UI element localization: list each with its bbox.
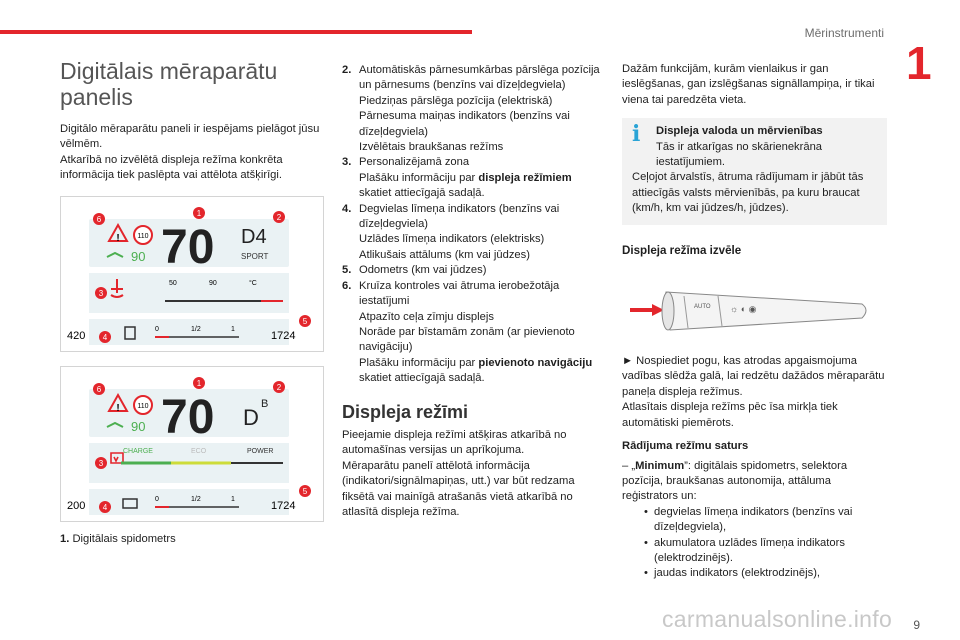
warning-exclamation-2: !: [116, 402, 120, 414]
item-line: Piedziņas pārslēga pozīcija (elektriskā): [359, 94, 553, 107]
page-title: Digitālais mēraparātu panelis: [60, 58, 278, 110]
svg-text:4: 4: [102, 502, 108, 512]
info-line-2: Ceļojot ārvalstīs, ātruma rādījumam ir jābūt tās attiecīgās valsts mērvienībās, pa kuru braucat (km/h, km vai jūdzes/h, jūdzes).: [632, 171, 864, 215]
item-line: Izvēlētais braukšanas režīms: [359, 141, 504, 154]
callout-3: [95, 287, 107, 299]
gear-indicator-sup-2: B: [261, 397, 269, 410]
item-line: Plašāku informāciju par pievienoto navigāciju skatiet attiecīgajā sadaļā.: [359, 356, 593, 385]
cruise-speed-text-2: 90: [131, 418, 146, 434]
section-header: Mērinstrumenti: [804, 26, 884, 40]
pointer-arrow-shaft: [630, 308, 652, 312]
list-item: • degvielas līmeņa indikators (benzīns vai dīzeļdegviela),: [644, 505, 887, 536]
callout-4: [99, 331, 111, 343]
svg-text:5: 5: [302, 316, 308, 326]
item-line: Norāde par bīstamām zonām (ar pievienoto navigāciju): [359, 325, 575, 354]
caption-number: 1.: [60, 532, 70, 545]
item-number: 3.: [342, 156, 352, 169]
intro-line-1: Digitālo mēraparātu paneli ir iespējams pielāgot jūsu vēlmēm.: [60, 123, 320, 151]
battery-tick-3: 1: [231, 495, 235, 503]
info-line-1: Tās ir atkarīgas no skārienekrāna iestatījumiem.: [656, 140, 823, 169]
odometer-readout: 1724: [271, 329, 296, 342]
limit-sign-text-2: 110: [137, 402, 149, 410]
callout-6: [93, 213, 105, 225]
info-box: [622, 118, 887, 224]
svg-text:2: 2: [276, 212, 282, 222]
item-number: 4.: [342, 202, 352, 215]
limit-sign-text: 110: [137, 232, 149, 240]
fuel-tick-1: 0: [155, 325, 159, 333]
callout-6-b: [93, 383, 105, 395]
col3-intro: Dažām funkcijām, kurām vienlaikus ir gan ieslēgšanas, gan izslēgšanas signāllampiņa, ir tikai viena tai paredzēta vieta.: [622, 63, 875, 106]
info-title: Displeja valoda un mērvienības: [656, 125, 823, 138]
battery-tick-1: 0: [155, 495, 159, 503]
temp-tick-1: 50: [169, 279, 177, 287]
bottom-display-area: [89, 319, 289, 345]
chapter-number: 1: [906, 37, 932, 89]
gear-indicator-2: D: [243, 404, 259, 430]
minimum-text: ”: digitālais spidometrs, selektora pozīcija, braukšanas autonomija, attāluma reģistrators un:: [622, 459, 848, 503]
info-icon: i: [632, 121, 641, 148]
caption: [60, 532, 322, 547]
callout-1-b: [193, 377, 205, 389]
list-item: • jaudas indikators (elektrodzinējs),: [644, 566, 887, 581]
item-number: 2.: [342, 64, 352, 76]
instrument-panel-fuel-graphic: [61, 197, 323, 351]
instrument-panel-electric: [60, 366, 324, 522]
item-line: Uzlādes līmeņa indikators (elektrisks): [359, 233, 545, 246]
item-line: Pārnesuma maiņas indikators (benzīns vai dīzeļdegviela): [359, 110, 570, 138]
item-line: Automātiskās pārnesumkārbas pārslēga pozīcija un pārnesums (benzīns vai dīzeļdegviela): [359, 64, 600, 92]
callout-2: [273, 211, 285, 223]
callout-4-b: [99, 501, 111, 513]
temp-tick-3: °C: [249, 279, 257, 287]
legend-list: [342, 63, 607, 387]
section-title-display-modes: Displeja režīmi: [342, 401, 469, 422]
power-label-power: POWER: [247, 447, 274, 455]
item-line: Odometrs (km vai jūdzes): [359, 264, 487, 277]
fuel-tick-3: 1: [231, 325, 235, 333]
item-number: 5.: [342, 264, 352, 277]
warning-exclamation: !: [116, 232, 120, 244]
caption-text: Digitālais spidometrs: [72, 532, 176, 545]
column-2: [342, 63, 607, 520]
svg-text:1: 1: [196, 378, 202, 388]
power-label-eco: ECO: [191, 447, 207, 455]
svg-text:4: 4: [102, 332, 108, 342]
list-item: [342, 279, 607, 387]
list-item: • akumulatora uzlādes līmeņa indikators (elektrodzinējs).: [644, 536, 887, 567]
list-item: [342, 155, 607, 201]
range-readout-2: 200: [67, 499, 86, 512]
instruction-2: Atlasītais displeja režīms pēc īsa mirkļa tiek automātiski piemērots.: [622, 401, 838, 429]
minimum-label: Minimum: [635, 459, 685, 472]
instrument-panel-fuel: [60, 196, 324, 352]
item-line: Personalizējamā zona: [359, 156, 470, 169]
item-line: Kruīza kontroles vai ātruma ierobežotāja iestatījumi: [359, 279, 560, 308]
svg-text:1: 1: [196, 208, 202, 218]
drive-mode: SPORT: [241, 251, 269, 261]
minimum-bullets: [622, 505, 887, 582]
lighting-stalk-graphic: [622, 276, 884, 348]
instrument-panel-electric-graphic: [61, 367, 323, 521]
watermark: carmanualsonline.info: [662, 606, 893, 632]
section-text-2: Mēraparātu panelī attēlotā informācija (indikatori/signālmapiņas, utt.) var būt redzama fiksētā vai mainīgā atrašanās vietā atkarībā no atlasītā displeja režīma.: [342, 459, 575, 518]
item-number: 6.: [342, 279, 352, 292]
intro-line-2: Atkarībā no izvēlētā displeja režīma konkrēta informācija tiek paslēpta vai attēlota atšķirīgi.: [60, 153, 283, 182]
svg-text:6: 6: [96, 214, 102, 224]
speed-readout: 70: [161, 220, 215, 274]
cruise-speed-text: 90: [131, 248, 146, 264]
odometer-readout-2: 1724: [271, 499, 296, 512]
list-item: [342, 63, 607, 155]
range-readout: 420: [67, 329, 86, 342]
item-line: Degvielas līmeņa indikators (benzīns vai dīzeļdegviela): [359, 202, 560, 231]
column-1: [60, 58, 322, 547]
section-text-1: Pieejamie displeja režīmi atšķiras atkarībā no automašīnas versijas un aprīkojuma.: [342, 428, 567, 457]
svg-text:3: 3: [98, 288, 104, 298]
svg-text:2: 2: [276, 382, 282, 392]
stalk-body: [665, 292, 866, 330]
stalk-auto-label: AUTO: [694, 304, 711, 311]
item-line: Plašāku informāciju par displeja režīmiem skatiet attiecīgajā sadaļā.: [359, 171, 572, 200]
page-number: 9: [913, 618, 920, 632]
bottom-display-area-2: [89, 489, 289, 515]
battery-tick-2: 1/2: [191, 495, 201, 503]
minimum-description: [622, 459, 887, 505]
svg-text:6: 6: [96, 384, 102, 394]
speed-readout-2: 70: [161, 390, 215, 444]
fuel-tick-2: 1/2: [191, 325, 201, 333]
lighting-stalk-illustration: [622, 276, 884, 348]
stalk-light-symbols: ☼ ◐ ◉: [730, 304, 757, 315]
temp-tick-2: 90: [209, 279, 217, 287]
gear-indicator: D4: [241, 225, 267, 248]
item-line: Atpazīto ceļa zīmju displejs: [359, 310, 494, 323]
middle-display-area: [89, 273, 289, 313]
item-line: Atlikušais attālums (km vai jūdzes): [359, 248, 530, 261]
top-red-bar: [0, 30, 472, 34]
power-label-charge: CHARGE: [123, 447, 153, 455]
callout-5: [299, 315, 311, 327]
callout-3-b: [95, 457, 107, 469]
subheading-mode-contents: Rādījuma režīmu saturs: [622, 440, 749, 453]
dash: – „: [622, 459, 636, 472]
list-item: [342, 202, 607, 264]
svg-text:3: 3: [98, 458, 104, 468]
callout-1: [193, 207, 205, 219]
list-item: [342, 263, 607, 278]
column-3: [622, 62, 887, 582]
subheading-display-mode-selection: Displeja režīma izvēle: [622, 243, 742, 257]
instruction-1: ► Nospiediet pogu, kas atrodas apgaismojuma vadības slēdža galā, lai redzētu dažādos mēraparātu paneļa displeja režīmus.: [622, 355, 885, 398]
callout-2-b: [273, 381, 285, 393]
svg-text:5: 5: [302, 486, 308, 496]
stalk-end-button: [662, 292, 674, 330]
callout-5-b: [299, 485, 311, 497]
